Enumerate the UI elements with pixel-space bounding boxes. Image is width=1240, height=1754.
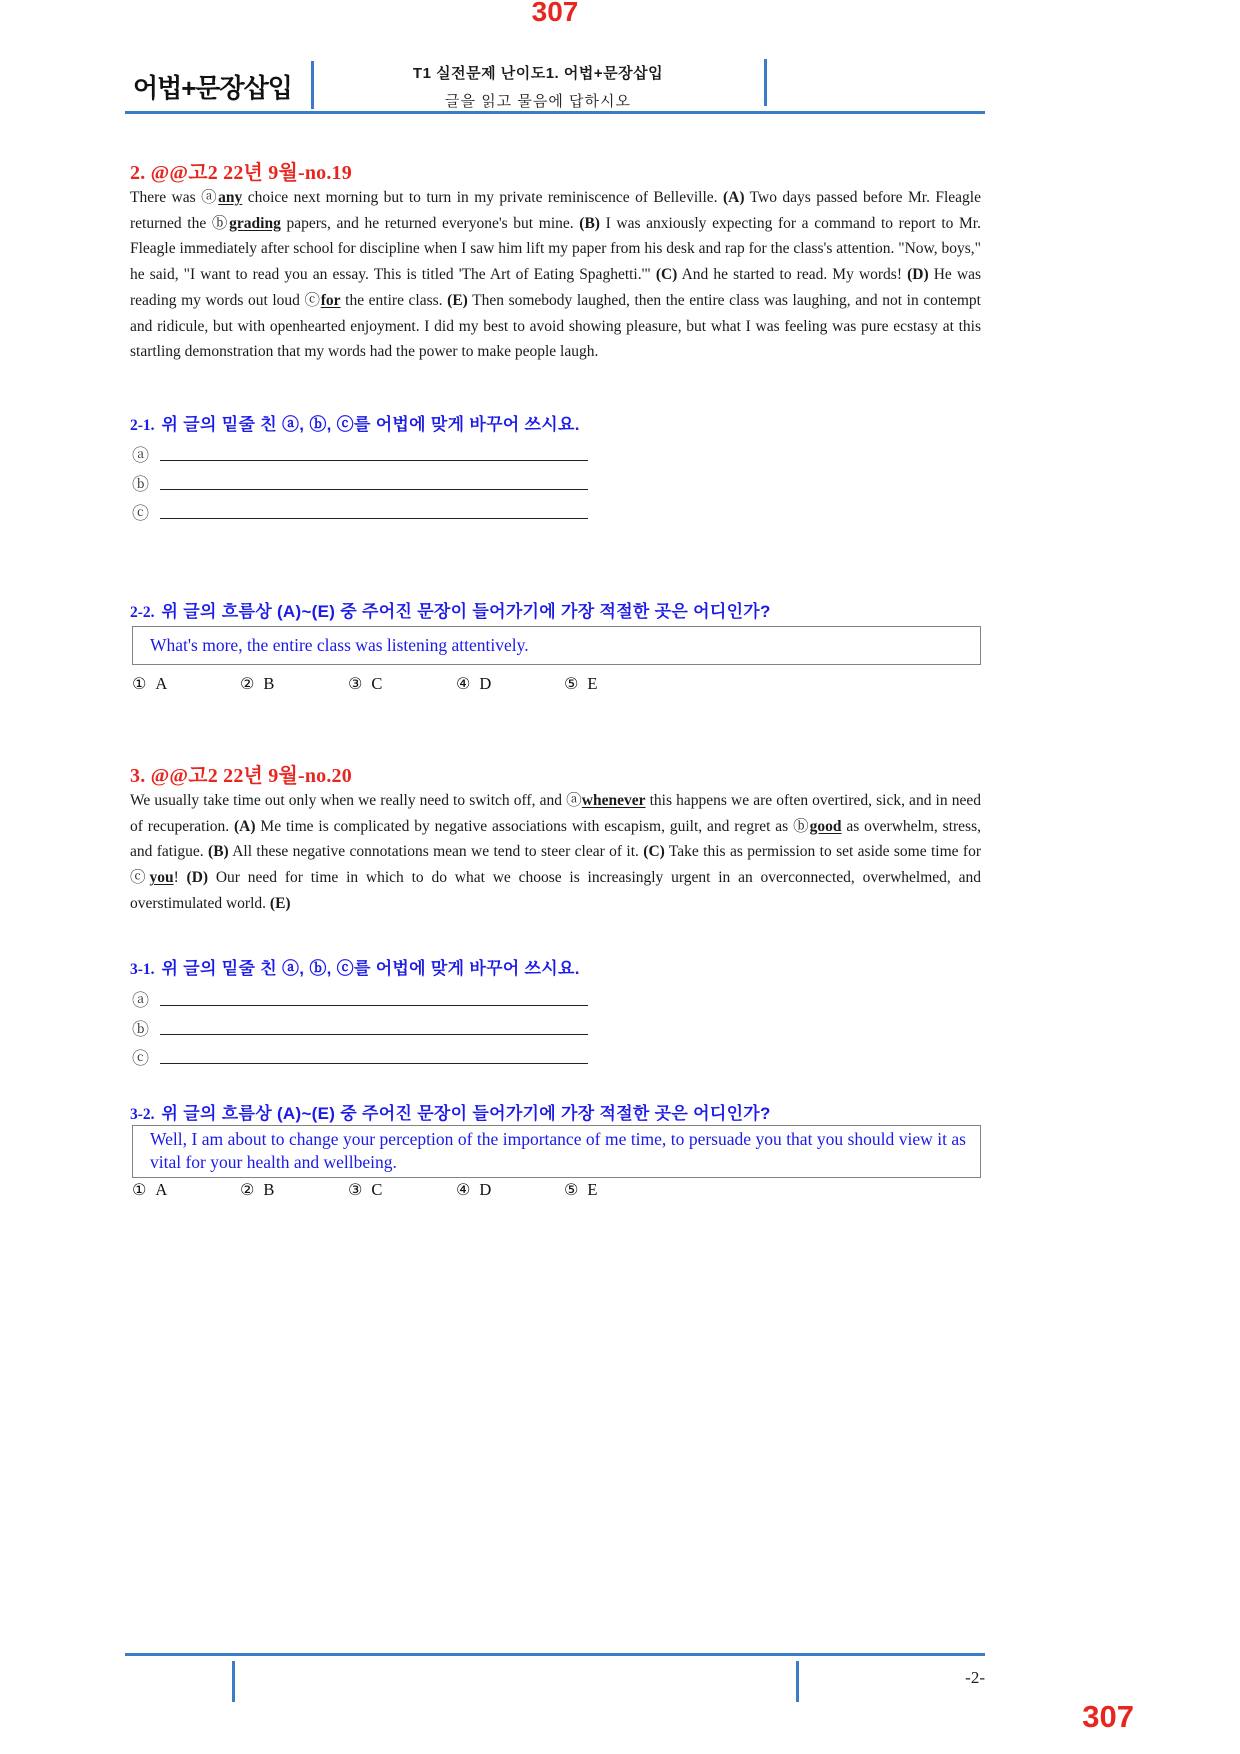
footer-page-number: -2- xyxy=(965,1668,985,1687)
circled-marker: ⓐ xyxy=(201,188,219,206)
answer-blank-line-c[interactable] xyxy=(160,1044,588,1064)
option-label: C xyxy=(371,674,383,693)
question-3-passage: We usually take time out only when we really need to switch off, and ⓐwhenever this happens we are often overtired, sick, and in need of recuperation. (A) Me time is complicated by negative associations with escapism, guilt, and regret as ⓑgood as overwhelm, stress, and fatigue. (B) All these negative connotations mean we tend to steer clear of it. (C) Take this as permission to set aside some time for ⓒyou! (D) Our need for time in which to do what we choose is increasingly urgent in an overconnected, overwhelmed, and overstimulated world. (E) xyxy=(130,791,981,912)
header-divider-bar-right xyxy=(764,59,767,106)
underlined-word: good xyxy=(809,817,842,835)
underlined-word: any xyxy=(218,189,243,206)
blank-row-a xyxy=(132,441,588,470)
circled-letter-a: ⓐ xyxy=(132,991,149,1011)
question-3-option-c[interactable]: ③ C xyxy=(348,1180,383,1199)
subquestion-2-1-number: 2-1. xyxy=(130,417,155,434)
option-label: A xyxy=(155,674,168,693)
question-3-answer-blanks xyxy=(132,986,588,1073)
answer-blank-line-c[interactable] xyxy=(160,499,588,519)
circled-marker: ⓒ xyxy=(130,868,150,887)
question-2-answer-blanks xyxy=(132,441,588,528)
question-3-option-d[interactable]: ④ D xyxy=(456,1180,492,1199)
blank-row-b xyxy=(132,1015,588,1044)
option-label: D xyxy=(479,1180,492,1199)
circled-marker: ⓐ xyxy=(566,791,582,809)
circled-letter-b: ⓑ xyxy=(132,475,149,495)
circled-letter-c: ⓒ xyxy=(132,504,149,524)
header-subtitle xyxy=(311,62,765,111)
answer-blank-line-a[interactable] xyxy=(160,441,588,461)
option-label: A xyxy=(155,1180,168,1199)
subquestion-2-2-heading xyxy=(130,597,981,622)
page-number-top: 307 xyxy=(531,0,579,27)
question-3-option-b[interactable]: ② B xyxy=(240,1180,275,1199)
question-2-option-a[interactable]: ① A xyxy=(132,674,168,693)
option-label: B xyxy=(263,674,275,693)
question-2-option-d[interactable]: ④ D xyxy=(456,674,492,693)
question-3-title: 3. @@고2 22년 9월-no.20 xyxy=(130,765,352,787)
question-2-passage: There was ⓐany choice next morning but to turn in my private reminiscence of Belleville. (A) Two days passed before Mr. Fleagle returned the ⓑgrading papers, and he returned everyone's but mine. (B) I was anxiously expecting for a command to report to Mr. Fleagle immediately after school for discipline when I saw him lift my paper from his desk and rap for the class's attention. "Now, boys," he said, "I want to read you an essay. This is titled 'The Art of Eating Spaghetti.'" (C) And he started to read. My words! (D) He was reading my words out loud ⓒfor the entire class. (E) Then somebody laughed, then the entire class was laughing, and not in contempt and ridicule, but with openhearted enjoyment. I did my best to avoid showing pleasure, but what I was feeling was pure ecstasy at this startling demonstration that my words had the power to make people laugh. xyxy=(130,188,981,361)
question-3-given-sentence-box xyxy=(132,1125,981,1178)
header-rule xyxy=(125,111,985,114)
answer-blank-line-b[interactable] xyxy=(160,470,588,490)
circled-marker: ⓑ xyxy=(793,816,810,835)
underlined-word: whenever xyxy=(581,792,646,809)
header-subtitle-line1: T1 실전문제 난이도1. 어법+문장삽입 xyxy=(412,65,664,82)
section-title: 어법+문장삽입 xyxy=(133,73,292,103)
question-2-given-sentence-box xyxy=(132,626,981,665)
blank-row-c xyxy=(132,499,588,528)
subquestion-2-1-text: 위 글의 밑줄 친 ⓐ, ⓑ, ⓒ를 어법에 맞게 바꾸어 쓰시요. xyxy=(161,415,580,434)
question-2-given-sentence: What's more, the entire class was listening attentively. xyxy=(150,635,529,655)
circled-letter-c: ⓒ xyxy=(132,1049,149,1069)
page-number-bottom: 307 xyxy=(1082,1699,1134,1734)
subquestion-2-1-heading xyxy=(130,410,981,435)
question-3-option-a[interactable]: ① A xyxy=(132,1180,168,1199)
circled-marker: ⓑ xyxy=(211,213,230,232)
circled-marker: ⓒ xyxy=(304,290,321,309)
footer-divider-bar-left xyxy=(232,1661,235,1702)
option-label: E xyxy=(587,674,598,693)
option-label: D xyxy=(479,674,492,693)
subquestion-3-1-heading xyxy=(130,954,981,979)
question-2-title: 2. @@고2 22년 9월-no.19 xyxy=(130,162,352,184)
header-subtitle-line2: 글을 읽고 물음에 답하시오 xyxy=(445,93,631,110)
underlined-word: for xyxy=(320,291,341,309)
answer-blank-line-a[interactable] xyxy=(160,986,588,1006)
footer-divider-bar-right xyxy=(796,1661,799,1702)
option-label: B xyxy=(263,1180,275,1199)
blank-row-c xyxy=(132,1044,588,1073)
subquestion-2-2-text: 위 글의 흐름상 (A)~(E) 중 주어진 문장이 들어가기에 가장 적절한 곳은 어디인가? xyxy=(161,602,771,621)
question-2-option-e[interactable]: ⑤ E xyxy=(564,674,598,693)
subquestion-3-1-number: 3-1. xyxy=(130,961,155,978)
footer-rule xyxy=(125,1653,985,1656)
underlined-word: grading xyxy=(229,214,281,232)
answer-blank-line-b[interactable] xyxy=(160,1015,588,1035)
option-label: E xyxy=(587,1180,598,1199)
question-2-option-c[interactable]: ③ C xyxy=(348,674,383,693)
circled-letter-a: ⓐ xyxy=(132,446,149,466)
question-2-options-row xyxy=(132,674,668,694)
subquestion-3-2-heading xyxy=(130,1099,981,1124)
question-3-option-e[interactable]: ⑤ E xyxy=(564,1180,598,1199)
circled-letter-b: ⓑ xyxy=(132,1020,149,1040)
blank-row-b xyxy=(132,470,588,499)
subquestion-2-2-number: 2-2. xyxy=(130,604,155,621)
subquestion-3-2-text: 위 글의 흐름상 (A)~(E) 중 주어진 문장이 들어가기에 가장 적절한 곳은 어디인가? xyxy=(161,1104,771,1123)
option-label: C xyxy=(371,1180,383,1199)
subquestion-3-2-number: 3-2. xyxy=(130,1106,155,1123)
question-2-option-b[interactable]: ② B xyxy=(240,674,275,693)
underlined-word: you xyxy=(149,869,174,887)
question-3-given-sentence: Well, I am about to change your perception of the importance of me time, to persuade you that you should view it as vital for your health and wellbeing. xyxy=(150,1129,966,1172)
subquestion-3-1-text: 위 글의 밑줄 친 ⓐ, ⓑ, ⓒ를 어법에 맞게 바꾸어 쓰시요. xyxy=(161,959,580,978)
question-3-options-row xyxy=(132,1180,668,1200)
blank-row-a xyxy=(132,986,588,1015)
